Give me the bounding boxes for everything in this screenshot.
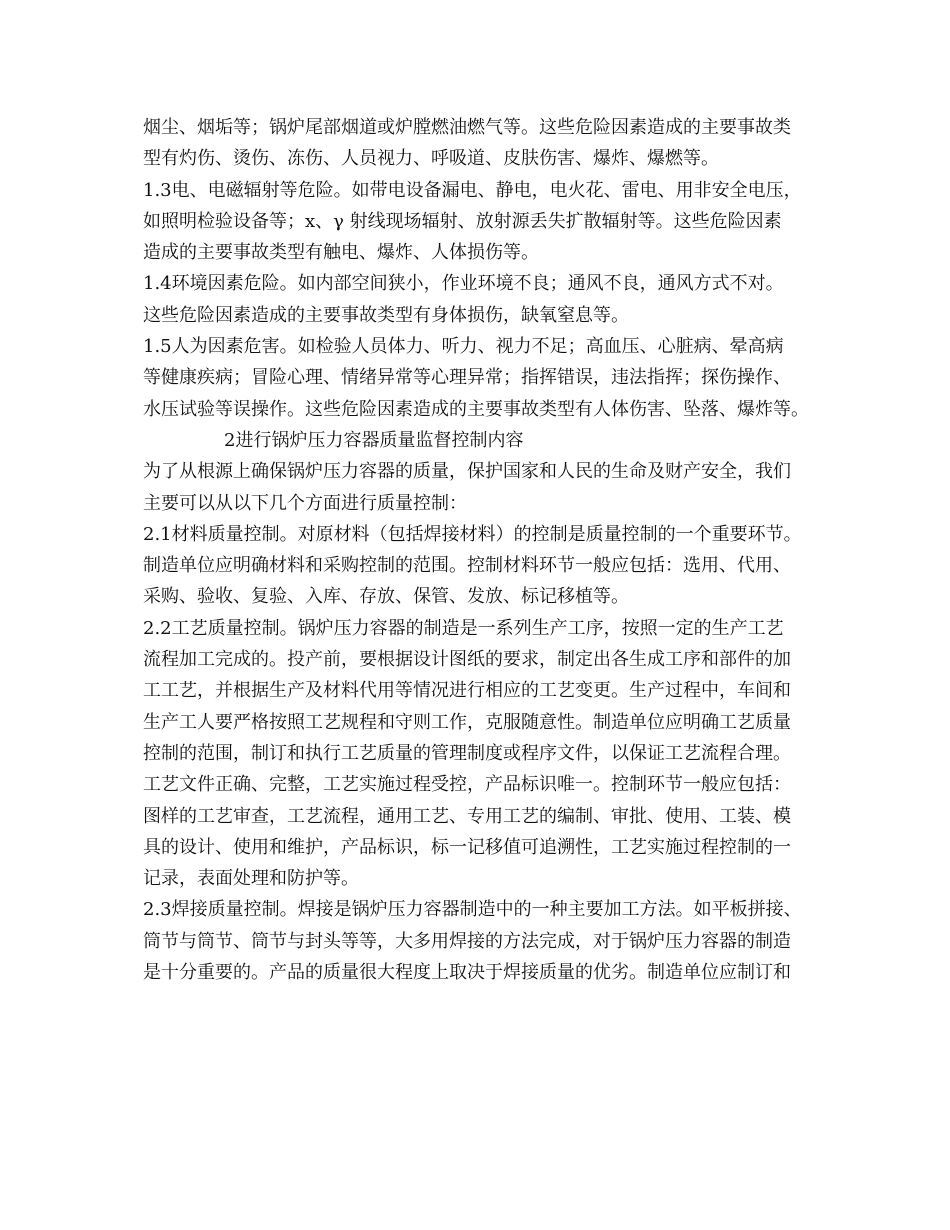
text-line: 如照明检验设备等；x、γ 射线现场辐射、放射源丢失扩散辐射等。这些危险因素: [143, 210, 782, 232]
text-line: 是十分重要的。产品的质量很大程度上取决于焊接质量的优劣。制造单位应制订和: [143, 962, 791, 984]
text-line: 1.3电、电磁辐射等危险。如带电设备漏电、静电，电火花、雷电、用非安全电压，: [143, 179, 802, 201]
text-line: 等健康疾病；冒险心理、情绪异常等心理异常；指挥错误，违法指挥；探伤操作、: [143, 367, 791, 389]
text-line: 记录，表面处理和防护等。: [143, 868, 359, 890]
text-line: 型有灼伤、烫伤、冻伤、人员视力、呼吸道、皮肤伤害、爆炸、爆燃等。: [143, 148, 719, 170]
text-line: 这些危险因素造成的主要事故类型有身体损伤，缺氧窒息等。: [143, 304, 629, 326]
text-line: 采购、验收、复验、入库、存放、保管、发放、标记移植等。: [143, 586, 629, 608]
text-line: 1.4环境因素危险。如内部空间狭小，作业环境不良；通风不良，通风方式不对。: [143, 273, 784, 295]
text-line: 1.5人为因素危害。如检验人员体力、听力、视力不足；高血压、心脏病、晕高病: [143, 336, 784, 358]
text-line: 制造单位应明确材料和采购控制的范围。控制材料环节一般应包括：选用、代用、: [143, 555, 791, 577]
text-line: 为了从根源上确保锅炉压力容器的质量，保护国家和人民的生命及财产安全，我们: [143, 461, 791, 483]
text-line: 主要可以从以下几个方面进行质量控制：: [143, 492, 467, 514]
text-line: 工工艺，并根据生产及材料代用等情况进行相应的工艺变更。生产过程中，车间和: [143, 680, 791, 702]
text-line: 控制的范围，制订和执行工艺质量的管理制度或程序文件，以保证工艺流程合理。: [143, 742, 791, 764]
text-line: 水压试验等误操作。这些危险因素造成的主要事故类型有人体伤害、坠落、爆炸等。: [143, 398, 809, 420]
section-heading: 2进行锅炉压力容器质量监督控制内容: [224, 429, 524, 451]
text-line: 具的设计、使用和维护，产品标识，标一记移值可追溯性，工艺实施过程控制的一: [143, 836, 791, 858]
text-line: 工艺文件正确、完整，工艺实施过程受控，产品标识唯一。控制环节一般应包括：: [143, 774, 791, 796]
text-line: 烟尘、烟垢等；锅炉尾部烟道或炉膛燃油燃气等。这些危险因素造成的主要事故类: [143, 117, 791, 138]
text-line: 2.3焊接质量控制。焊接是锅炉压力容器制造中的一种主要加工方法。如平板拼接、: [143, 899, 802, 921]
text-line: 生产工人要严格按照工艺规程和守则工作，克服随意性。制造单位应明确工艺质量: [143, 711, 791, 733]
text-line: 2.1材料质量控制。对原材料（包括焊接材料）的控制是质量控制的一个重要环节。: [143, 523, 802, 545]
document-body: [143, 112, 833, 988]
text-line: 图样的工艺审查，工艺流程，通用工艺、专用工艺的编制、审批、使用、工装、模: [143, 805, 791, 827]
text-line: 筒节与筒节、筒节与封头等等，大多用焊接的方法完成，对于锅炉压力容器的制造: [143, 930, 791, 952]
text-line: 流程加工完成的。投产前，要根据设计图纸的要求，制定出各生成工序和部件的加: [143, 649, 791, 671]
text-line: 2.2工艺质量控制。锅炉压力容器的制造是一系列生产工序，按照一定的生产工艺: [143, 617, 784, 639]
text-line: 造成的主要事故类型有触电、爆炸、人体损伤等。: [143, 242, 539, 264]
